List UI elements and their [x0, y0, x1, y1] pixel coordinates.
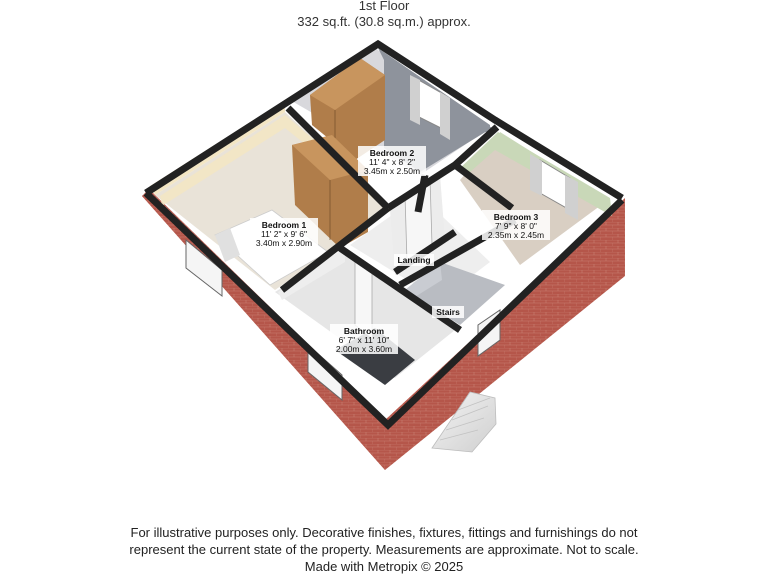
credit-line: Made with Metropix © 2025 [304, 559, 464, 574]
bathroom-name: Bathroom [343, 326, 385, 336]
disclaimer [0, 524, 768, 575]
bedroom3-imperial: 7' 9" x 8' 0" [495, 221, 537, 231]
bedroom1-imperial: 11' 2" x 9' 6" [261, 229, 307, 239]
bedroom1-metric: 3.40m x 2.90m [255, 238, 313, 248]
bedroom2-metric: 3.45m x 2.50m [363, 166, 421, 176]
bedroom2-name: Bedroom 2 [369, 148, 415, 158]
disclaimer-line-2: represent the current state of the property. Measurements are approximate. Not to scale. [129, 542, 639, 557]
floor-area: 332 sq.ft. (30.8 sq.m.) approx. [297, 14, 471, 29]
bedroom3-metric: 2.35m x 2.45m [487, 230, 545, 240]
label-stairs [432, 306, 464, 318]
landing-name: Landing [397, 255, 431, 265]
label-bedroom2 [358, 146, 426, 176]
label-bathroom [330, 324, 398, 354]
label-bedroom3 [482, 210, 550, 240]
bedroom3-name: Bedroom 3 [493, 212, 539, 222]
stairs-name: Stairs [436, 307, 460, 317]
floor-title: 1st Floor [358, 0, 410, 13]
label-landing [394, 254, 434, 266]
bedroom2-imperial: 11' 4" x 8' 2" [369, 157, 415, 167]
bathroom-imperial: 6' 7" x 11' 10" [338, 335, 390, 345]
label-bedroom1 [250, 218, 318, 248]
bathroom-metric: 2.00m x 3.60m [335, 344, 393, 354]
disclaimer-line-1: For illustrative purposes only. Decorative finishes, fixtures, fittings and furnishings do not [130, 525, 638, 540]
bedroom1-name: Bedroom 1 [261, 220, 307, 230]
